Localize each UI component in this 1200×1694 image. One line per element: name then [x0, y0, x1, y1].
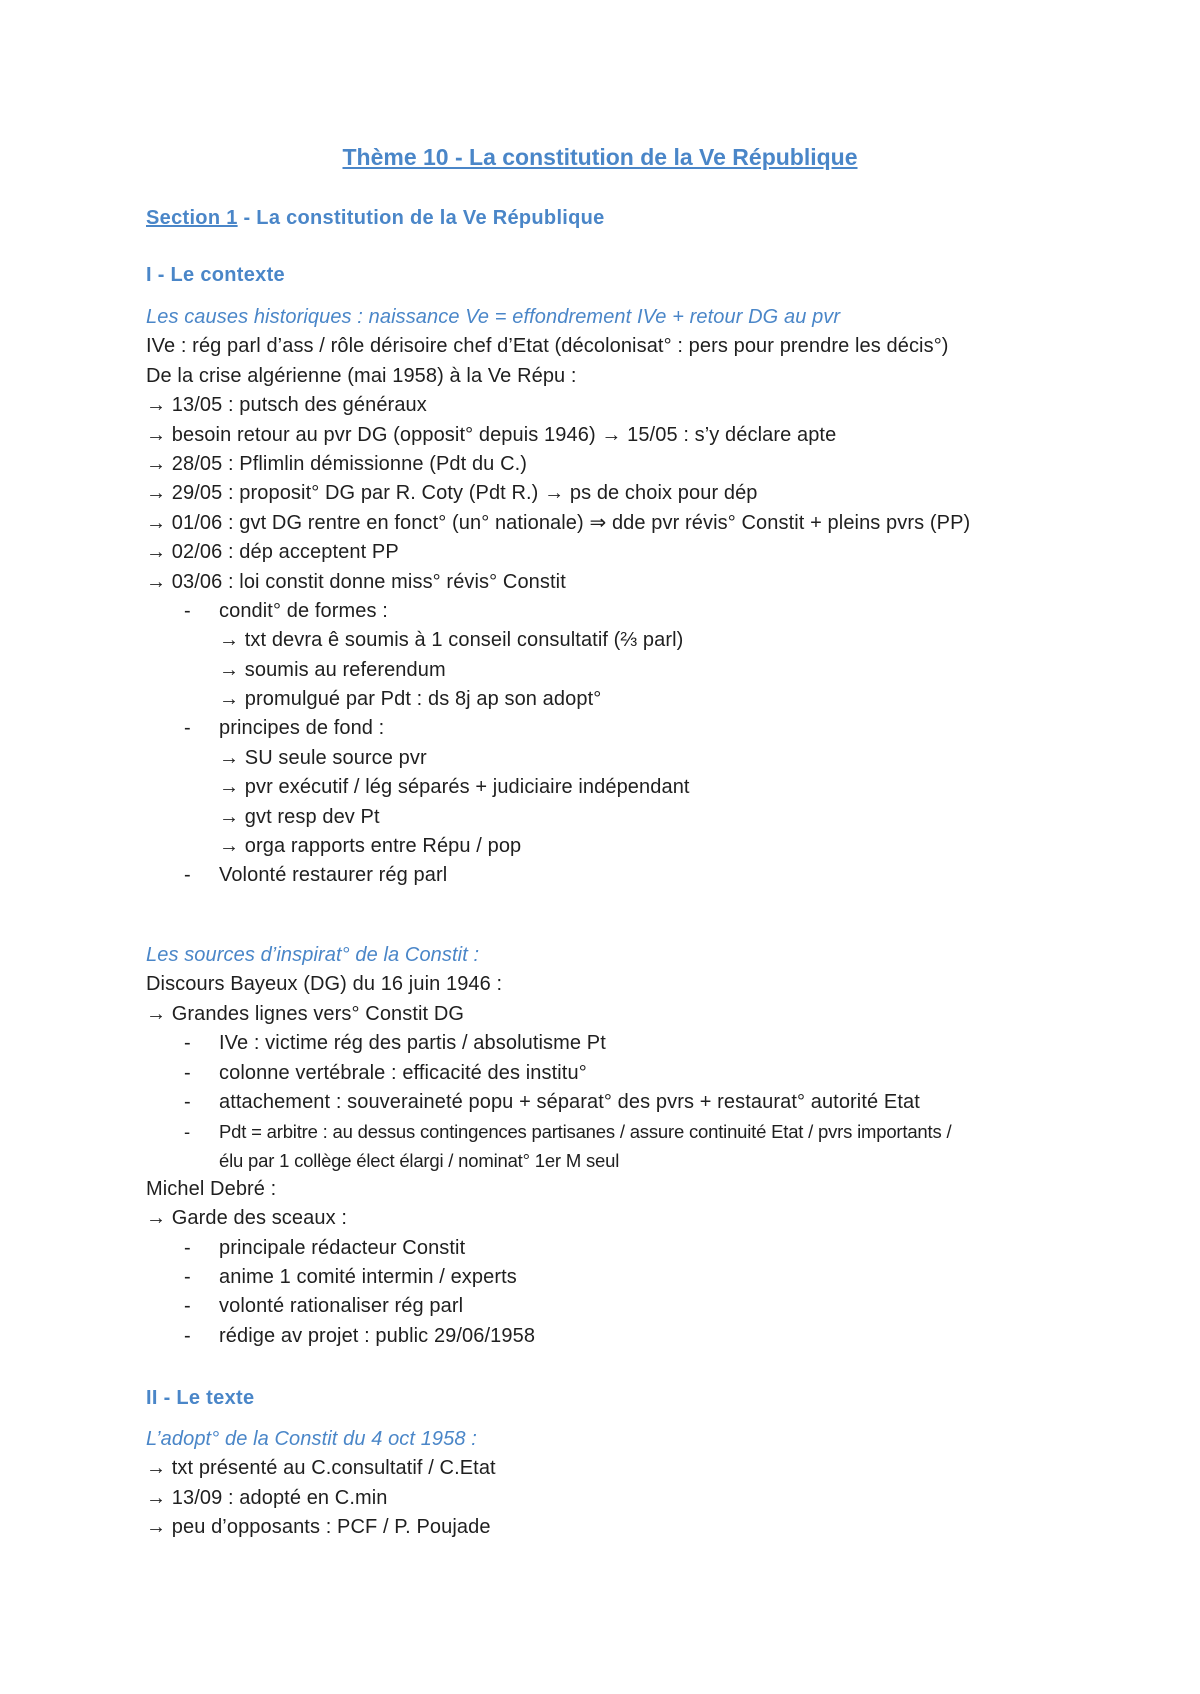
bullet-dash: - — [184, 1032, 191, 1055]
arrow-line: → Garde des sceaux : — [146, 1207, 347, 1230]
bullet-text: volonté rationaliser rég parl — [219, 1295, 464, 1318]
bullet-continuation: élu par 1 collège élect élargi / nominat° 1er M seul — [219, 1149, 620, 1171]
bullet-dash: - — [184, 717, 191, 740]
arrow-subline: → soumis au referendum — [219, 658, 446, 681]
block-sources — [146, 941, 1146, 1351]
block-adoption — [146, 1425, 1146, 1543]
arrow-subline: → txt devra ê soumis à 1 conseil consultatif (⅔ parl) — [219, 629, 684, 652]
bullet-item — [146, 1322, 1146, 1351]
arrow-subline: → gvt resp dev Pt — [219, 805, 380, 828]
bullet-dash: - — [184, 1265, 191, 1288]
bullet-dash: - — [184, 864, 191, 887]
arrow-line: → 13/05 : putsch des généraux — [146, 394, 427, 417]
arrow-line: → 13/09 : adopté en C.min — [146, 1486, 388, 1509]
section-title: - La constitution de la Ve République — [237, 207, 605, 229]
bullet-item — [146, 1029, 1146, 1058]
arrow-line: → 29/05 : proposit° DG par R. Coty (Pdt R.) → ps de choix pour dép — [146, 482, 758, 505]
bullet-dash: - — [184, 1121, 190, 1143]
arrow-subline: → orga rapports entre Répu / pop — [219, 835, 522, 858]
bullet-text: rédige av projet : public 29/06/1958 — [219, 1324, 536, 1347]
arrow-line: → 03/06 : loi constit donne miss° révis° Constit — [146, 570, 566, 593]
bullet-text: Volonté restaurer rég parl — [219, 864, 448, 887]
subheading-adoption: L’adopt° de la Constit du 4 oct 1958 : — [146, 1428, 477, 1450]
bullet-dash: - — [184, 1090, 191, 1113]
heading-texte: II - Le texte — [146, 1387, 255, 1409]
arrow-line: → besoin retour au pvr DG (opposit° depuis 1946) → 15/05 : s’y déclare apte — [146, 423, 837, 446]
arrow-line: → peu d’opposants : PCF / P. Poujade — [146, 1516, 491, 1539]
arrow-line: → txt présenté au C.consultatif / C.Etat — [146, 1457, 496, 1480]
bullet-text: colonne vertébrale : efficacité des institu° — [219, 1061, 587, 1084]
arrow-line: → 28/05 : Pflimlin démissionne (Pdt du C.) — [146, 452, 528, 475]
bullet-item — [146, 1292, 1146, 1321]
bullet-text: IVe : victime rég des partis / absolutisme Pt — [219, 1032, 606, 1055]
bullet-text: condit° de formes : — [219, 599, 388, 622]
bullet-dash: - — [184, 1061, 191, 1084]
page-title: Thème 10 - La constitution de la Ve République — [342, 144, 858, 170]
bullet-item — [146, 1088, 1146, 1117]
arrow-line: → 02/06 : dép acceptent PP — [146, 541, 399, 564]
section-heading — [146, 207, 605, 230]
bullet-item — [146, 597, 1146, 626]
text-line: De la crise algérienne (mai 1958) à la Ve Répu : — [146, 364, 577, 387]
heading-contexte: I - Le contexte — [146, 264, 285, 286]
bullet-item — [146, 861, 1146, 890]
arrow-subline: → promulgué par Pdt : ds 8j ap son adopt° — [219, 688, 602, 711]
bullet-item — [146, 1117, 1146, 1146]
bullet-text: Pdt = arbitre : au dessus contingences partisanes / assure continuité Etat / pvrs importants / — [219, 1121, 952, 1143]
bullet-text: principes de fond : — [219, 717, 385, 740]
subheading-sources: Les sources d’inspirat° de la Constit : — [146, 944, 480, 966]
bullet-item — [146, 1059, 1146, 1088]
bullet-dash: - — [184, 1295, 191, 1318]
section-label: Section 1 — [146, 207, 238, 229]
bullet-text: attachement : souveraineté popu + séparat° des pvrs + restaurat° autorité Etat — [219, 1090, 920, 1113]
bullet-item — [146, 1234, 1146, 1263]
subheading-causes: Les causes historiques : naissance Ve = effondrement IVe + retour DG au pvr — [146, 306, 841, 328]
text-line: Discours Bayeux (DG) du 16 juin 1946 : — [146, 973, 503, 996]
bullet-dash: - — [184, 1236, 191, 1259]
arrow-subline: → pvr exécutif / lég séparés + judiciaire indépendant — [219, 776, 690, 799]
arrow-line: → 01/06 : gvt DG rentre en fonct° (un° nationale) ⇒ dde pvr révis° Constit + pleins pvrs (PP) — [146, 511, 971, 534]
bullet-dash: - — [184, 599, 191, 622]
bullet-dash: - — [184, 1324, 191, 1347]
bullet-item — [146, 714, 1146, 743]
arrow-line: → Grandes lignes vers° Constit DG — [146, 1002, 465, 1025]
bullet-text: principale rédacteur Constit — [219, 1236, 466, 1259]
bullet-text: anime 1 comité intermin / experts — [219, 1265, 517, 1288]
block-contexte — [146, 303, 1146, 891]
bullet-item — [146, 1263, 1146, 1292]
arrow-subline: → SU seule source pvr — [219, 746, 427, 769]
text-line: Michel Debré : — [146, 1177, 277, 1200]
text-line: IVe : rég parl d’ass / rôle dérisoire chef d’Etat (décolonisat° : pers pour prendre les décis°) — [146, 335, 949, 358]
